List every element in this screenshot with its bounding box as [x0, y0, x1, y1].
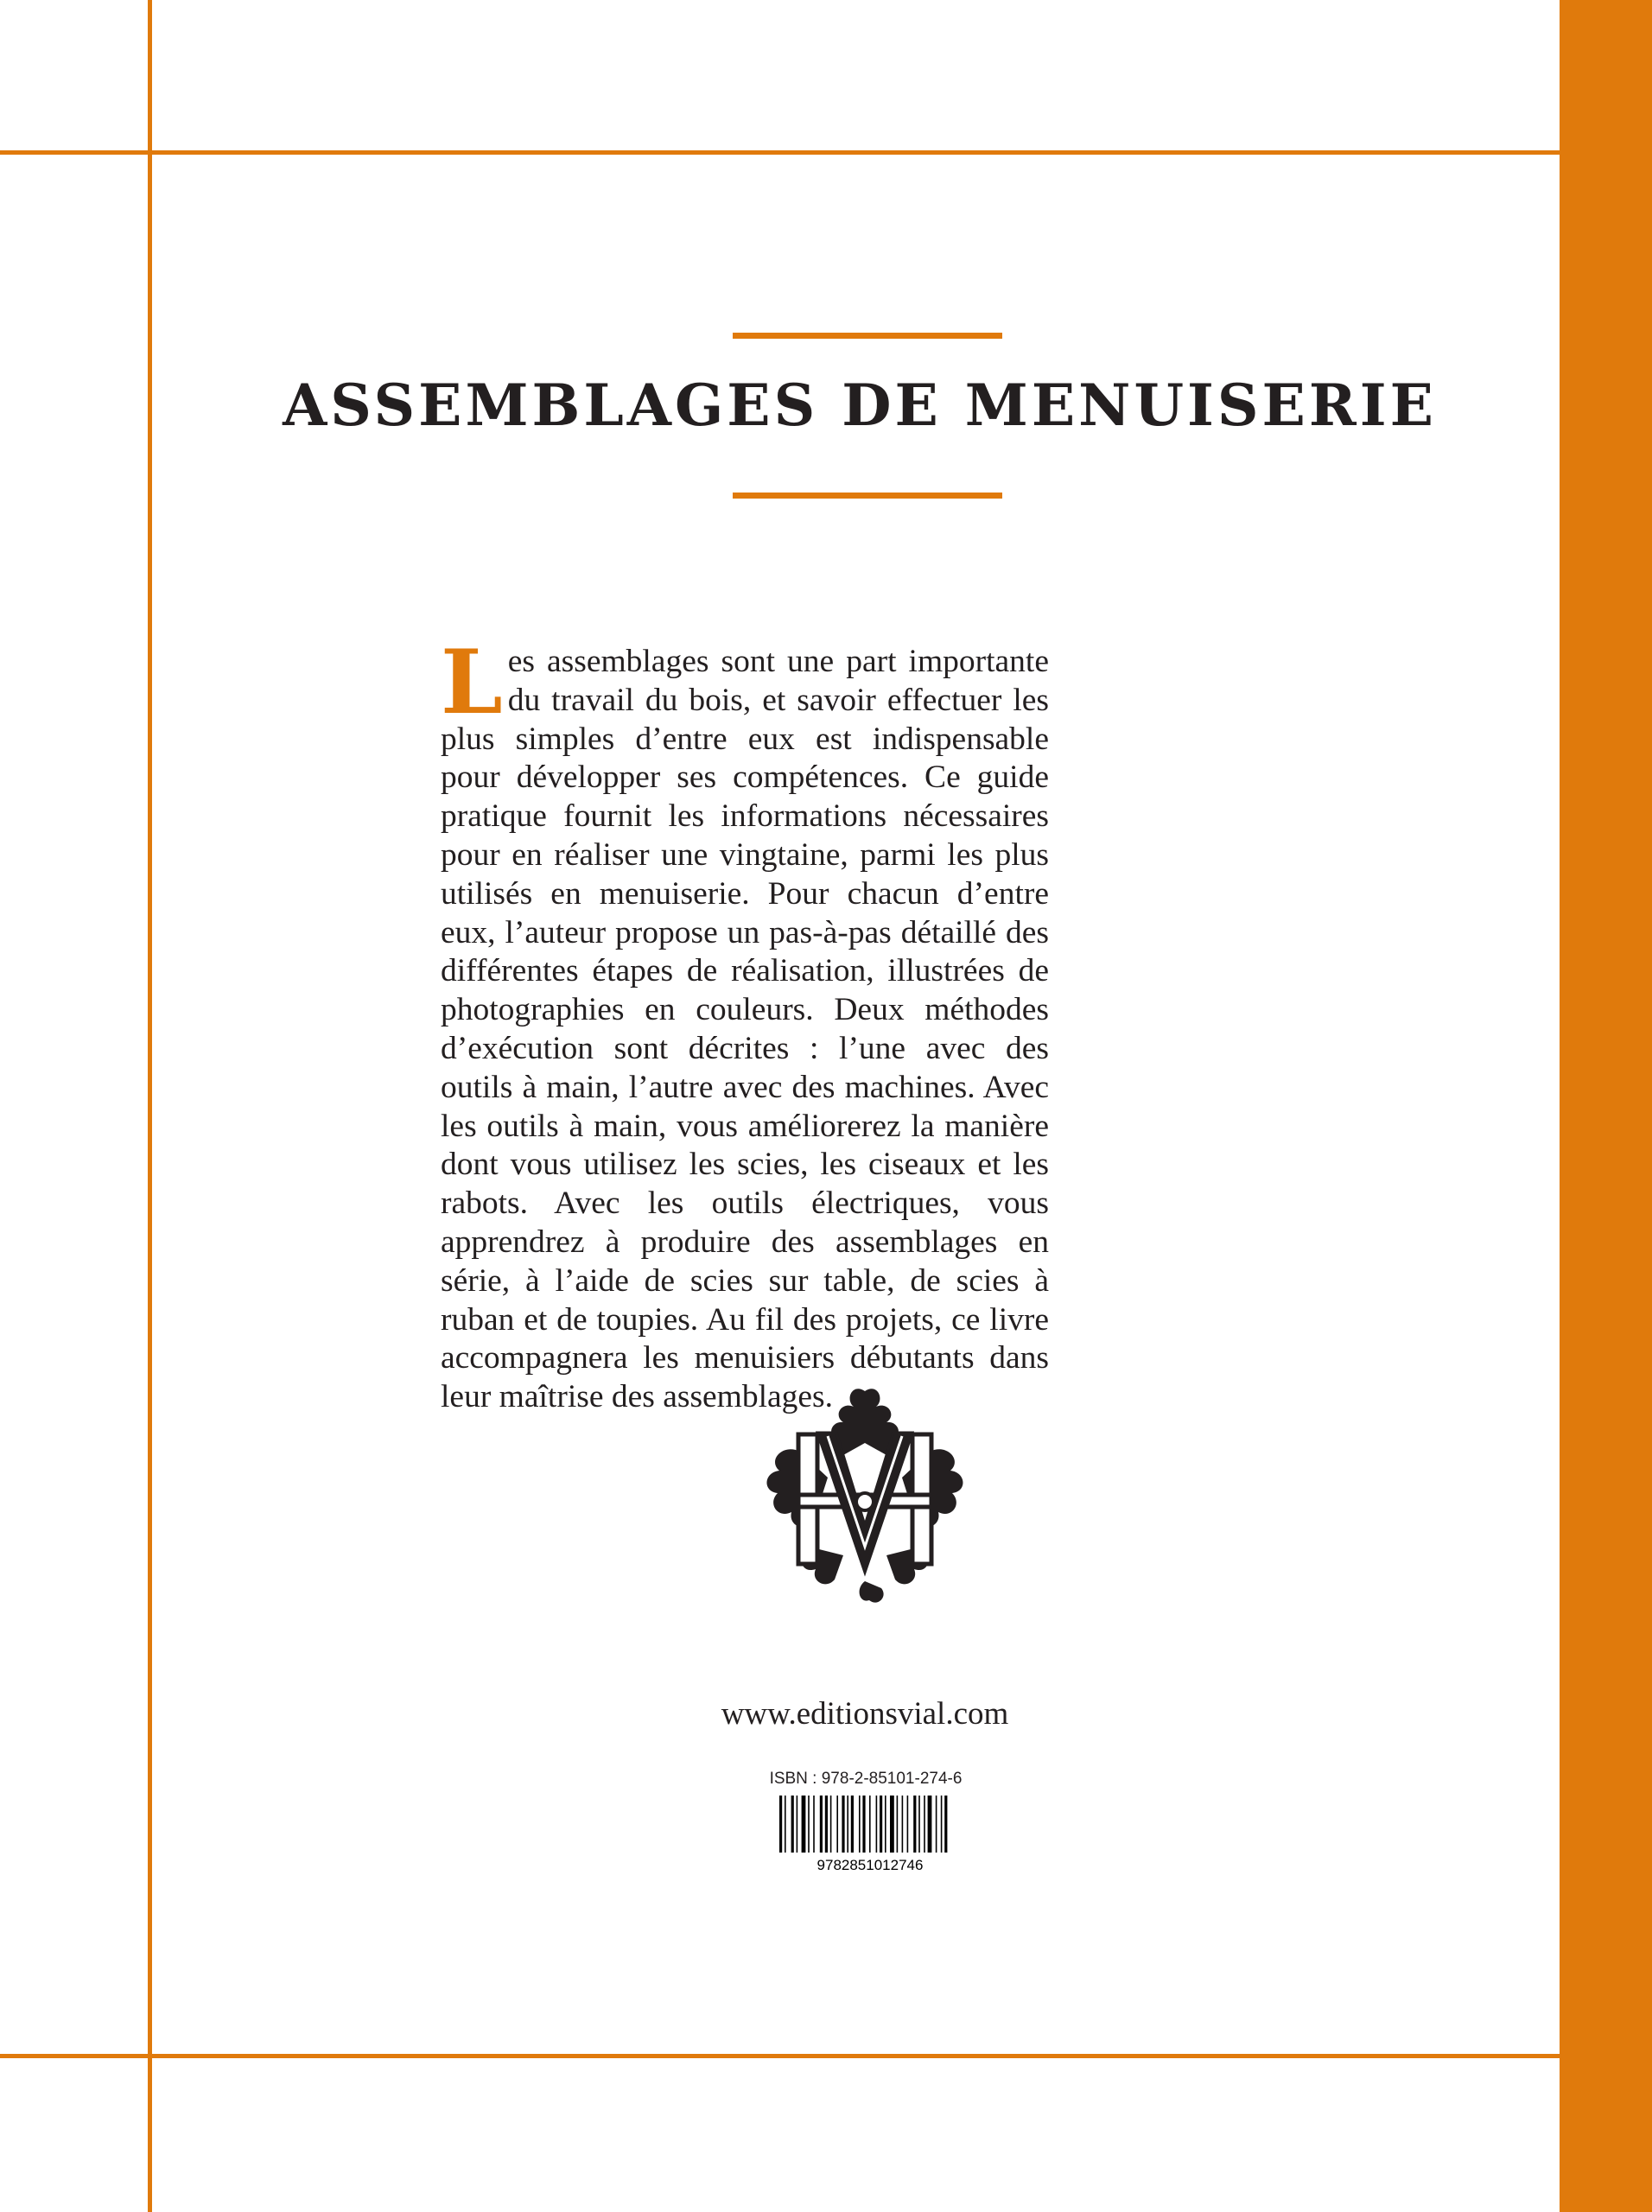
- barcode-bar: [941, 1796, 943, 1853]
- barcode-bar: [913, 1796, 916, 1853]
- barcode-bar: [924, 1796, 925, 1853]
- isbn-label: ISBN : 978-2-85101-274-6: [769, 1770, 963, 1788]
- isbn-barcode: [776, 1796, 964, 1873]
- title-rule-bottom: [733, 493, 1002, 499]
- barcode-digits: 9782851012746: [816, 1857, 924, 1873]
- barcode-bar: [813, 1796, 815, 1853]
- barcode-bar: [836, 1796, 838, 1853]
- barcode-bar: [862, 1796, 865, 1853]
- barcode-bar: [918, 1796, 920, 1853]
- barcode-bar: [944, 1796, 947, 1853]
- barcode-bar: [791, 1796, 794, 1853]
- book-description: [441, 631, 1049, 1417]
- barcode-bar: [859, 1796, 861, 1853]
- barcode-bar: [797, 1796, 798, 1853]
- barcode-bar: [890, 1796, 894, 1853]
- publisher-website: www.editionsvial.com: [721, 1696, 1009, 1732]
- barcode-bar: [847, 1796, 848, 1853]
- barcode-bar: [907, 1796, 909, 1853]
- publisher-monogram-logo: [748, 1374, 982, 1616]
- barcode-bar: [880, 1796, 882, 1853]
- barcode-bar: [785, 1796, 786, 1853]
- drop-cap: L: [441, 631, 503, 734]
- spine-color-band: [1560, 0, 1652, 2212]
- frame-line-bottom: [0, 2054, 1560, 2058]
- barcode-bar: [808, 1796, 810, 1853]
- frame-line-left: [148, 0, 152, 2212]
- barcode-bar: [902, 1796, 904, 1853]
- barcode-bar: [802, 1796, 806, 1853]
- barcode-bar: [851, 1796, 854, 1853]
- barcode-bar: [825, 1796, 828, 1853]
- title-rule-top: [733, 333, 1002, 339]
- frame-line-top: [0, 150, 1560, 155]
- barcode-bar: [820, 1796, 823, 1853]
- barcode-bar: [842, 1796, 844, 1853]
- barcode-bar: [830, 1796, 832, 1853]
- barcode-bar: [897, 1796, 899, 1853]
- barcode-bar: [936, 1796, 937, 1853]
- barcode-bar: [869, 1796, 871, 1853]
- barcode-bar: [876, 1796, 878, 1853]
- barcode-bar: [885, 1796, 886, 1853]
- description-text: es assemblages sont une part importante du travail du bois, et savoir effectuer les plus simples d’entre eux est indispensable pour développer ses compétences. Ce guide pratique fournit les informations nécessaires pour en réaliser une vingtaine, parmi les plus utilisés en menuiserie. Pour chacun d’entre eux, l’auteur propose un pas-à-pas détaillé des différentes étapes de réalisation, illustrées de photographies en couleurs. Deux méthodes d’exécution sont décrites : l’une avec des outils à main, l’autre avec des machines. Avec les outils à main, vous améliorerez la manière dont vous utilisez les scies, les ciseaux et les rabots. Avec les outils électriques, vous apprendrez à produire des assemblages en série, à l’aide de scies sur table, de scies à ruban et de toupies. Au fil des projets, ce livre accompagnera les menuisiers débutants dans leur maîtrise des assemblages.: [441, 644, 1049, 1415]
- barcode-bar: [779, 1796, 782, 1853]
- book-title: ASSEMBLAGES DE MENUISERIE: [283, 372, 1437, 439]
- barcode-bar: [928, 1796, 932, 1853]
